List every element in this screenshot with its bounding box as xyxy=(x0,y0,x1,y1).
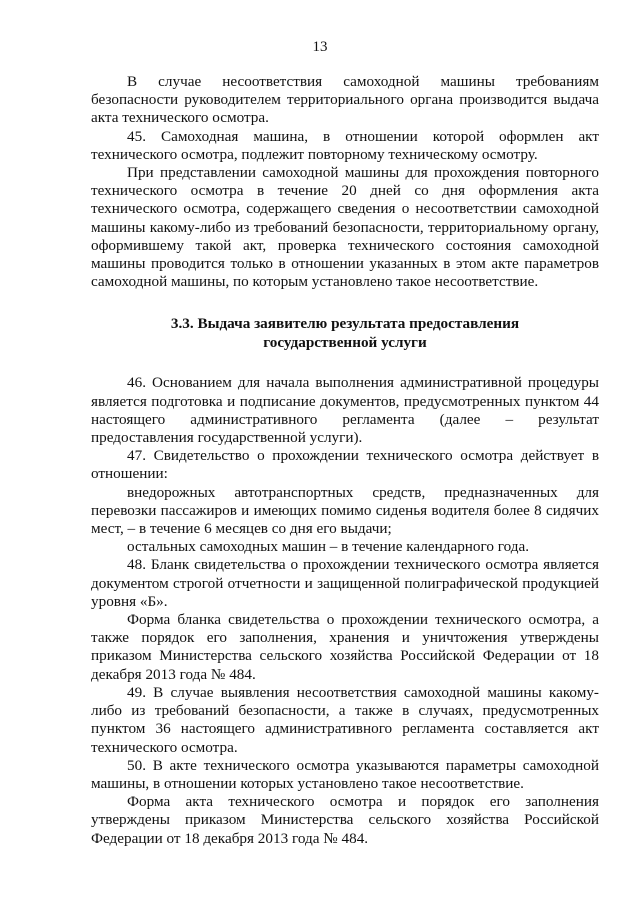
paragraph: В случае несоответствия самоходной машины требованиям безопасности руководителем территориального органа производится выдача акта технического осмотра. xyxy=(91,73,599,127)
paragraph-46: 46. Основанием для начала выполнения административной процедуры является подготовка и подписание документов, предусмотренных пунктом 44 настоящего административного регламента (далее – результат предоставления государственной услуги). xyxy=(91,374,599,447)
document-body xyxy=(91,73,599,848)
list-item: остальных самоходных машин – в течение календарного года. xyxy=(127,538,530,556)
paragraph-49: 49. В случае выявления несоответствия самоходной машины какому-либо из требований безопасности, а также в случаях, предусмотренных пунктом 36 настоящего административного регламента составляется акт технического осмотра. xyxy=(91,683,599,756)
page-number: 13 xyxy=(312,39,328,55)
section-heading xyxy=(91,315,599,352)
paragraph-47: 47. Свидетельство о прохождении технического осмотра действует в отношении: xyxy=(91,447,599,483)
section-heading-line: государственной услуги xyxy=(263,333,427,351)
list-item: внедорожных автотранспортных средств, предназначенных для перевозки пассажиров и имеющих помимо сиденья водителя более 8 сидячих мест, – в течение 6 месяцев со дня его выдачи; xyxy=(91,483,599,538)
paragraph-50: 50. В акте технического осмотра указываются параметры самоходной машины, в отношении которых установлено такое несоответствие. xyxy=(91,756,599,792)
section-heading-line: 3.3. Выдача заявителю результата предоставления xyxy=(170,315,520,333)
paragraph-48: 48. Бланк свидетельства о прохождении технического осмотра является документом строгой отчетности и защищенной полиграфической продукцией уровня «Б». xyxy=(91,556,599,610)
paragraph: При представлении самоходной машины для прохождения повторного технического осмотра в течение 20 дней со дня оформления акта технического осмотра, содержащего сведения о несоответствии самоходной машины какому-либо из требований безопасности, территориальному органу, оформившему такой акт, проверка технического состояния самоходной машины проводится только в отношении указанных в этом акте параметров самоходной машины, по которым установлено такое несоответствие. xyxy=(91,164,599,291)
paragraph: Форма акта технического осмотра и порядок его заполнения утверждены приказом Министерства сельского хозяйства Российской Федерации от 18 декабря 2013 года № 484. xyxy=(91,793,599,847)
paragraph-45: 45. Самоходная машина, в отношении которой оформлен акт технического осмотра, подлежит повторному техническому осмотру. xyxy=(91,127,599,163)
paragraph: Форма бланка свидетельства о прохождении технического осмотра, а также порядок его заполнения, хранения и уничтожения утверждены приказом Министерства сельского хозяйства Российской Федерации от 18 декабря 2013 года № 484. xyxy=(91,611,599,683)
